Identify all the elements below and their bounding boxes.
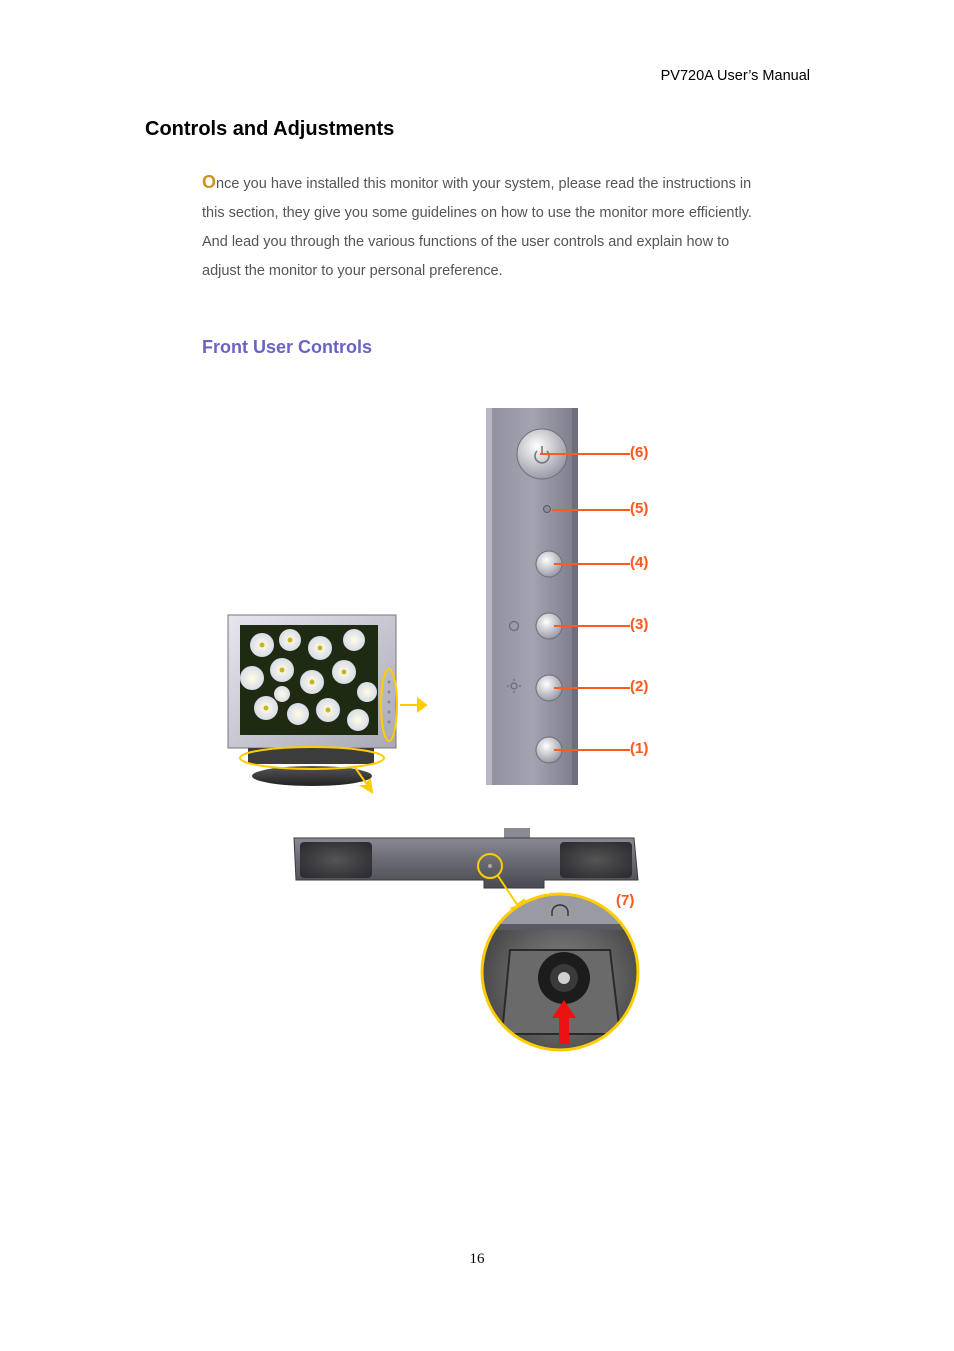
speaker-bar-detail: [288, 828, 648, 1063]
page-number: 16: [469, 1251, 485, 1267]
side-controls-arrow-icon: [400, 699, 426, 711]
callout-5: (5): [630, 500, 649, 517]
speaker-grille-right: [560, 842, 632, 878]
speaker-grille-left: [300, 842, 372, 878]
intro-dropcap: O: [202, 172, 217, 192]
subsection-title: Front User Controls: [202, 337, 373, 357]
callout-3: (3): [630, 616, 649, 633]
callout-1: (1): [630, 740, 649, 757]
headphone-jack-small: [488, 864, 492, 868]
callout-7: (7): [616, 892, 635, 909]
callout-6: (6): [630, 444, 649, 461]
intro-paragraph: [202, 168, 762, 286]
callout-2: (2): [630, 678, 649, 695]
callout-4: (4): [630, 554, 649, 571]
callout-lines: [540, 440, 635, 760]
monitor-illustration: [222, 610, 432, 795]
intro-text: nce you have installed this monitor with your system, please read the instructions in this section, they give you some guidelines on how to use the monitor more efficiently. And lead you through the various functions of the user controls and explain how to adjust the monitor to your personal preference.: [202, 176, 752, 279]
section-title: Controls and Adjustments: [145, 118, 395, 140]
page-header: PV720A User’s Manual: [660, 68, 810, 84]
